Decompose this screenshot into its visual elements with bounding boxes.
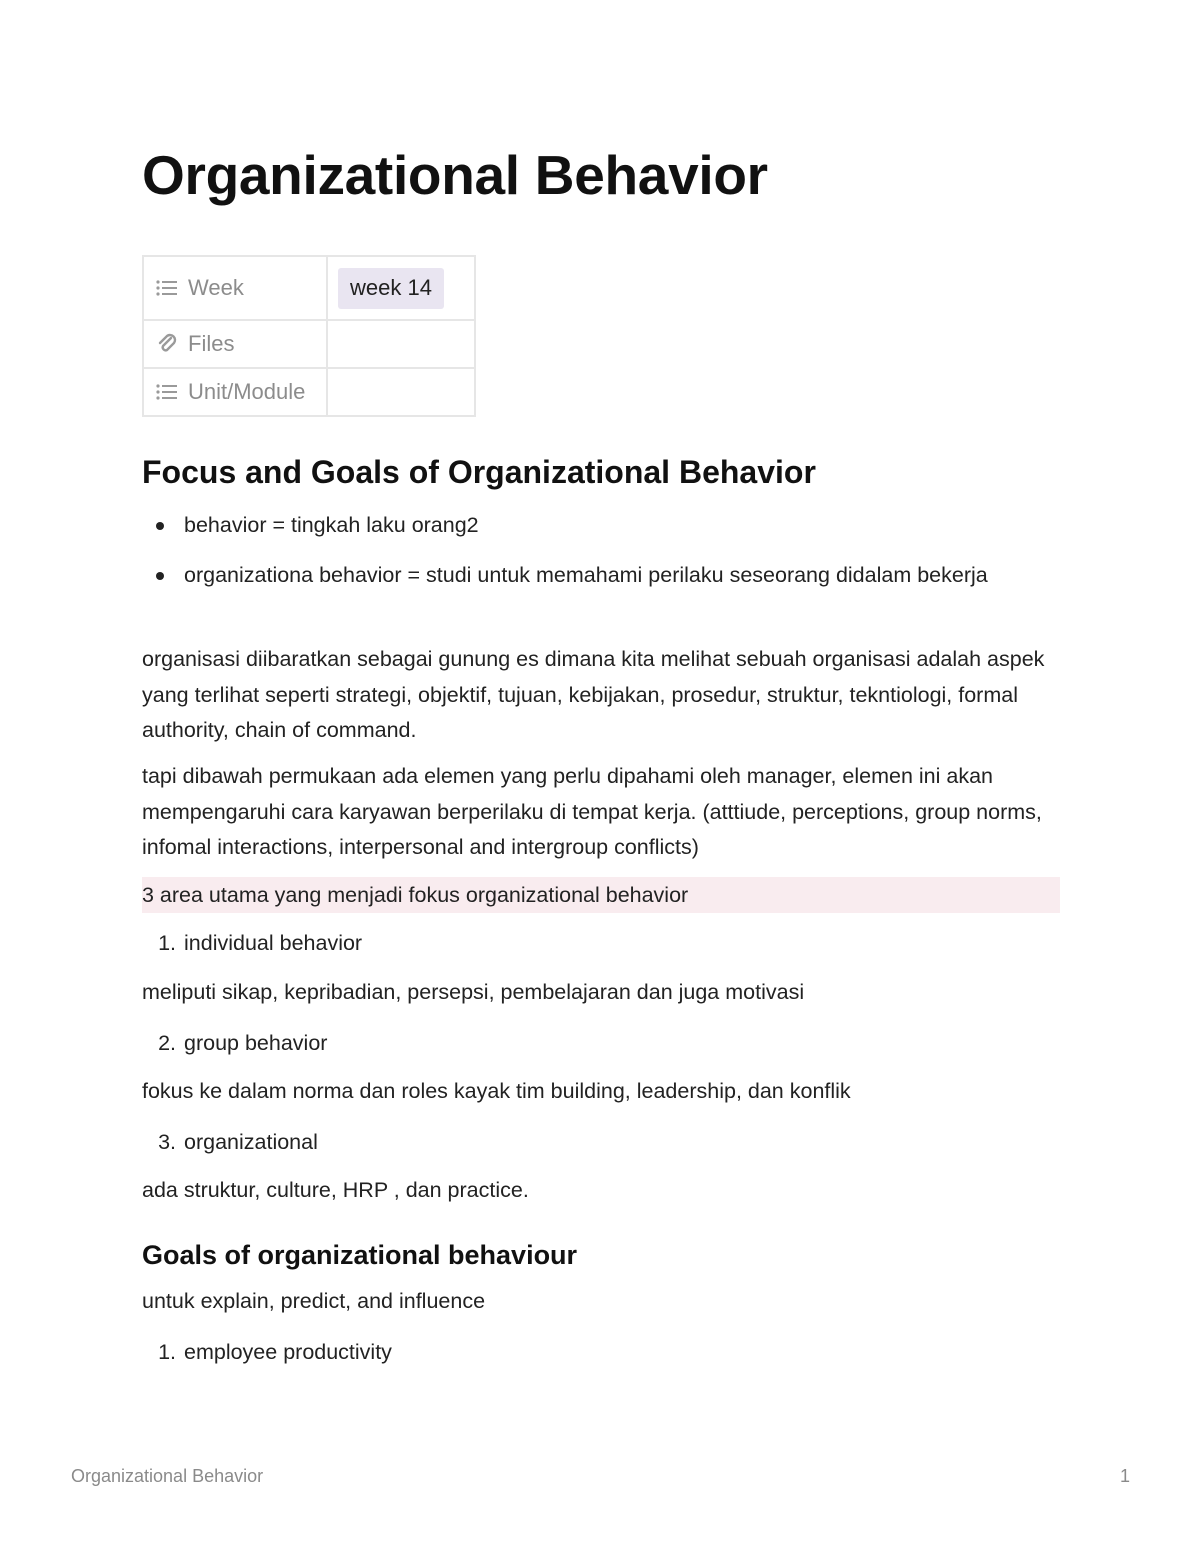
paragraph: tapi dibawah permukaan ada elemen yang perlu dipahami oleh manager, elemen ini akan mempengaruhi cara karyawan berperilaku di tempat kerja. (atttiude, perceptions, group norms, infomal interactions, interpersonal and intergroup conflicts) [142,764,1042,859]
numbered-item [142,1335,1060,1371]
bullet-item [142,558,1002,594]
property-value-empty[interactable] [327,368,475,416]
property-key [143,368,327,416]
paperclip-icon [156,333,178,355]
property-key [143,256,327,320]
list-text: employee productivity [184,1340,392,1364]
section-heading: Focus and Goals of Organizational Behavior [142,454,816,490]
page-title: Organizational Behavior [142,144,768,206]
paragraph: untuk explain, predict, and influence [142,1289,486,1313]
list-number: 1. [158,1340,176,1364]
property-value[interactable] [327,256,475,320]
bullet-text: behavior = tingkah laku orang2 [184,513,479,537]
list-number: 1. [158,931,176,955]
properties-table [142,255,476,417]
property-value-empty[interactable] [327,320,475,368]
list-text: individual behavior [184,931,363,955]
highlight-block [142,877,1060,913]
subsection-heading: Goals of organizational behaviour [142,1240,578,1270]
list-icon [156,279,178,297]
numbered-item [142,1125,1060,1161]
bullet-dot [156,522,164,530]
bullet-dot [156,572,164,580]
paragraph: organisasi diibaratkan sebagai gunung es dimana kita melihat sebuah organisasi adalah aspek yang terlihat seperti strategi, objektif, tujuan, kebijakan, prosedur, struktur, tekntiologi, formal authority, chain of command. [142,647,1045,742]
property-row-unit-module [143,368,475,416]
list-text: group behavior [184,1031,328,1055]
bullet-text: organizationa behavior = studi untuk memahami perilaku seseorang didalam bekerja [184,563,988,587]
property-row-files [143,320,475,368]
paragraph: meliputi sikap, kepribadian, persepsi, pembelajaran dan juga motivasi [142,980,805,1004]
property-label: Unit/Module [188,379,306,404]
property-label: Files [188,331,235,356]
list-text: organizational [184,1130,318,1154]
footer-title: Organizational Behavior [71,1466,264,1486]
bullet-item [142,508,1060,544]
property-key [143,320,327,368]
numbered-item [142,926,1060,962]
week-tag[interactable]: week 14 [338,268,444,309]
paragraph: fokus ke dalam norma dan roles kayak tim building, leadership, dan konflik [142,1079,851,1103]
property-label: Week [188,275,244,300]
page-number: 1 [1119,1466,1130,1486]
highlight-text: 3 area utama yang menjadi fokus organizational behavior [142,883,689,907]
property-row-week [143,256,475,320]
paragraph: ada struktur, culture, HRP , dan practice. [142,1178,529,1202]
list-number: 2. [158,1031,176,1055]
numbered-item [142,1026,1060,1062]
list-number: 3. [158,1130,176,1154]
list-icon [156,383,178,401]
